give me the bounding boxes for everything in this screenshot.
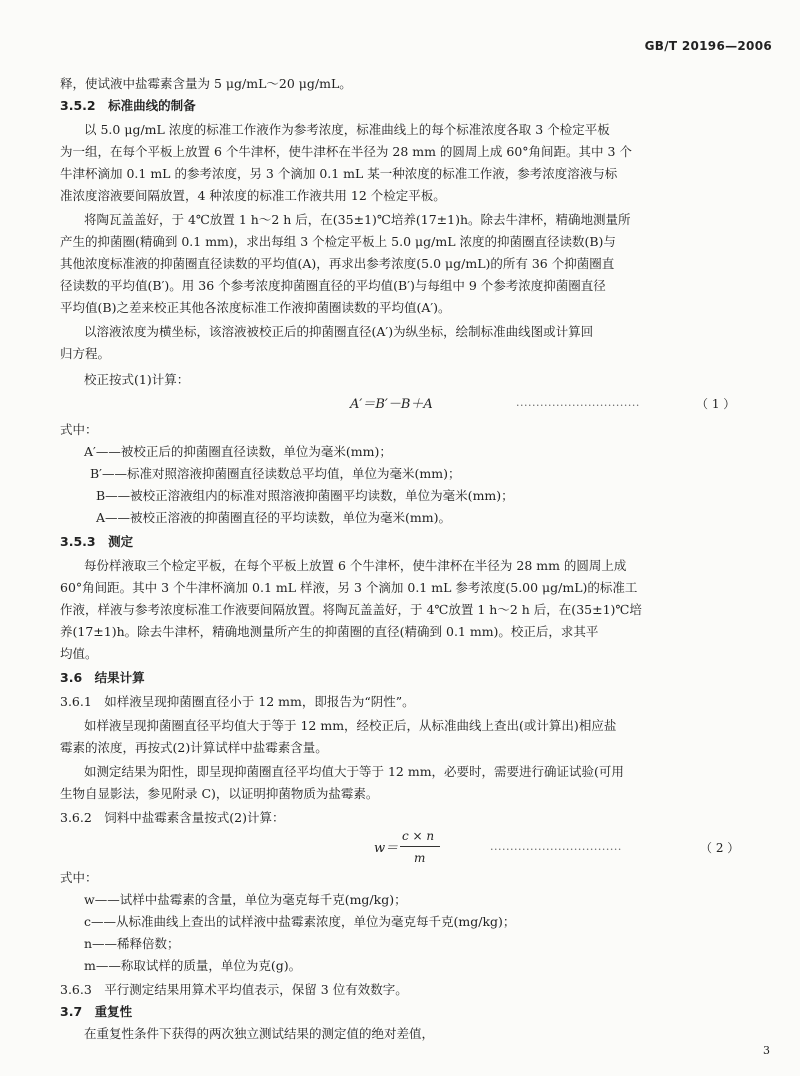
text-line: 径读数的平均值(B′)。用 36 个参考浓度抑菌圈直径的平均值(B′)与每组中 9 个参考浓度抑菌圈直径	[60, 278, 606, 293]
text-line: 养(17±1)h。除去牛津杯，精确地测量所产生的抑菌圈的直径(精确到 0.1 mm)。校正后，求其平	[60, 624, 599, 639]
page-number: 3	[763, 1044, 770, 1057]
text-line: 准浓度溶液要间隔放置，4 种浓度的标准工作液共用 12 个检定平板。	[60, 188, 446, 203]
text-line: 霉素的浓度，再按式(2)计算试样中盐霉素含量。	[60, 740, 328, 755]
definition-line: c——从标准曲线上查出的试样液中盐霉素浓度，单位为毫克每千克(mg/kg)；	[84, 914, 516, 929]
equation-2-number: （ 2 ）	[700, 841, 740, 855]
equation-1: A′＝B′－B＋A	[350, 397, 433, 412]
text-line: 以溶液浓度为横坐标，该溶液被校正后的抑菌圈直径(A′)为纵坐标，绘制标准曲线图或计算回	[84, 324, 594, 339]
section-3-6-3: 3.6.3 平行测定结果用算术平均值表示，保留 3 位有效数字。	[60, 982, 408, 997]
text-line: 平均值(B)之差来校正其他各浓度标准工作液抑菌圈读数的平均值(A′)。	[60, 300, 451, 315]
text-line: 牛津杯滴加 0.1 mL 的参考浓度，另 3 个滴加 0.1 mL 某一种浓度的标准工作液，参考浓度溶液与标	[60, 166, 618, 181]
text-line: 将陶瓦盖盖好，于 4℃放置 1 h～2 h 后，在(35±1)℃培养(17±1)h。除去牛津杯，精确地测量所	[84, 212, 631, 227]
standard-number: GB/T 20196—2006	[644, 39, 772, 53]
text-line: 在重复性条件下获得的两次独立测试结果的测定值的绝对差值，	[84, 1026, 435, 1041]
text-line: 归方程。	[60, 346, 111, 361]
text-line: 产生的抑菌圈(精确到 0.1 mm)，求出每组 3 个检定平板上 5.0 μg/mL 浓度的抑菌圈直径读数(B)与	[60, 234, 616, 249]
text-line: 释，使试液中盐霉素含量为 5 μg/mL～20 μg/mL。	[60, 76, 352, 91]
section-heading-3-5-2: 3.5.2 标准曲线的制备	[60, 98, 196, 113]
text-line: 校正按式(1)计算：	[84, 372, 190, 387]
equation-2-numerator: c × n	[402, 829, 435, 843]
text-line: 其他浓度标准液的抑菌圈直径读数的平均值(A)，再求出参考浓度(5.0 μg/mL)的所有 36 个抑菌圈直	[60, 256, 615, 271]
section-heading-3-5-3: 3.5.3 测定	[60, 534, 134, 549]
definition-line: B——被校正溶液组内的标准对照溶液抑菌圈平均读数，单位为毫米(mm)；	[96, 488, 514, 503]
text-line: 生物自显影法，参见附录 C)，以证明抑菌物质为盐霉素。	[60, 786, 379, 801]
where-label: 式中：	[60, 870, 98, 885]
definition-line: n——稀释倍数；	[84, 936, 180, 951]
section-heading-3-7: 3.7 重复性	[60, 1004, 133, 1019]
where-label: 式中：	[60, 422, 98, 437]
equation-2-lhs: w＝	[374, 841, 399, 856]
text-line: 以 5.0 μg/mL 浓度的标准工作液作为参考浓度，标准曲线上的每个标准浓度各取 3 个检定平板	[84, 122, 610, 137]
definition-line: A——被校正溶液的抑菌圈直径的平均读数，单位为毫米(mm)。	[96, 510, 451, 525]
section-heading-3-6: 3.6 结果计算	[60, 670, 145, 685]
leader-dots: ·······························	[516, 399, 640, 412]
section-3-6-1: 3.6.1 如样液呈现抑菌圈直径小于 12 mm，即报告为“阴性”。	[60, 694, 415, 709]
definition-line: A′——被校正后的抑菌圈直径读数，单位为毫米(mm)；	[84, 444, 392, 459]
fraction-bar	[400, 846, 440, 847]
section-3-6-2: 3.6.2 饲料中盐霉素含量按式(2)计算：	[60, 810, 285, 825]
definition-line: B′——标准对照溶液抑菌圈直径读数总平均值，单位为毫米(mm)；	[90, 466, 461, 481]
text-line: 60°角间距。其中 3 个牛津杯滴加 0.1 mL 样液，另 3 个滴加 0.1 mL 参考浓度(5.00 μg/mL)的标准工	[60, 580, 638, 595]
text-line: 如样液呈现抑菌圈直径平均值大于等于 12 mm，经校正后，从标准曲线上查出(或计算出)相应盐	[84, 718, 617, 733]
text-line: 每份样液取三个检定平板，在每个平板上放置 6 个牛津杯，使牛津杯在半径为 28 mm 的圆周上成	[84, 558, 627, 573]
text-line: 均值。	[60, 646, 98, 661]
definition-line: w——试样中盐霉素的含量，单位为毫克每千克(mg/kg)；	[84, 892, 407, 907]
leader-dots: ·································	[490, 843, 622, 856]
text-line: 如测定结果为阳性，即呈现抑菌圈直径平均值大于等于 12 mm，必要时，需要进行确证试验(可用	[84, 764, 624, 779]
definition-line: m——称取试样的质量，单位为克(g)。	[84, 958, 302, 973]
equation-1-number: （ 1 ）	[696, 397, 736, 411]
equation-2-denominator: m	[414, 851, 426, 865]
text-line: 作液，样液与参考浓度标准工作液要间隔放置。将陶瓦盖盖好，于 4℃放置 1 h～2 h 后，在(35±1)℃培	[60, 602, 642, 617]
text-line: 为一组，在每个平板上放置 6 个牛津杯，使牛津杯在半径为 28 mm 的圆周上成 60°角间距。其中 3 个	[60, 144, 632, 159]
